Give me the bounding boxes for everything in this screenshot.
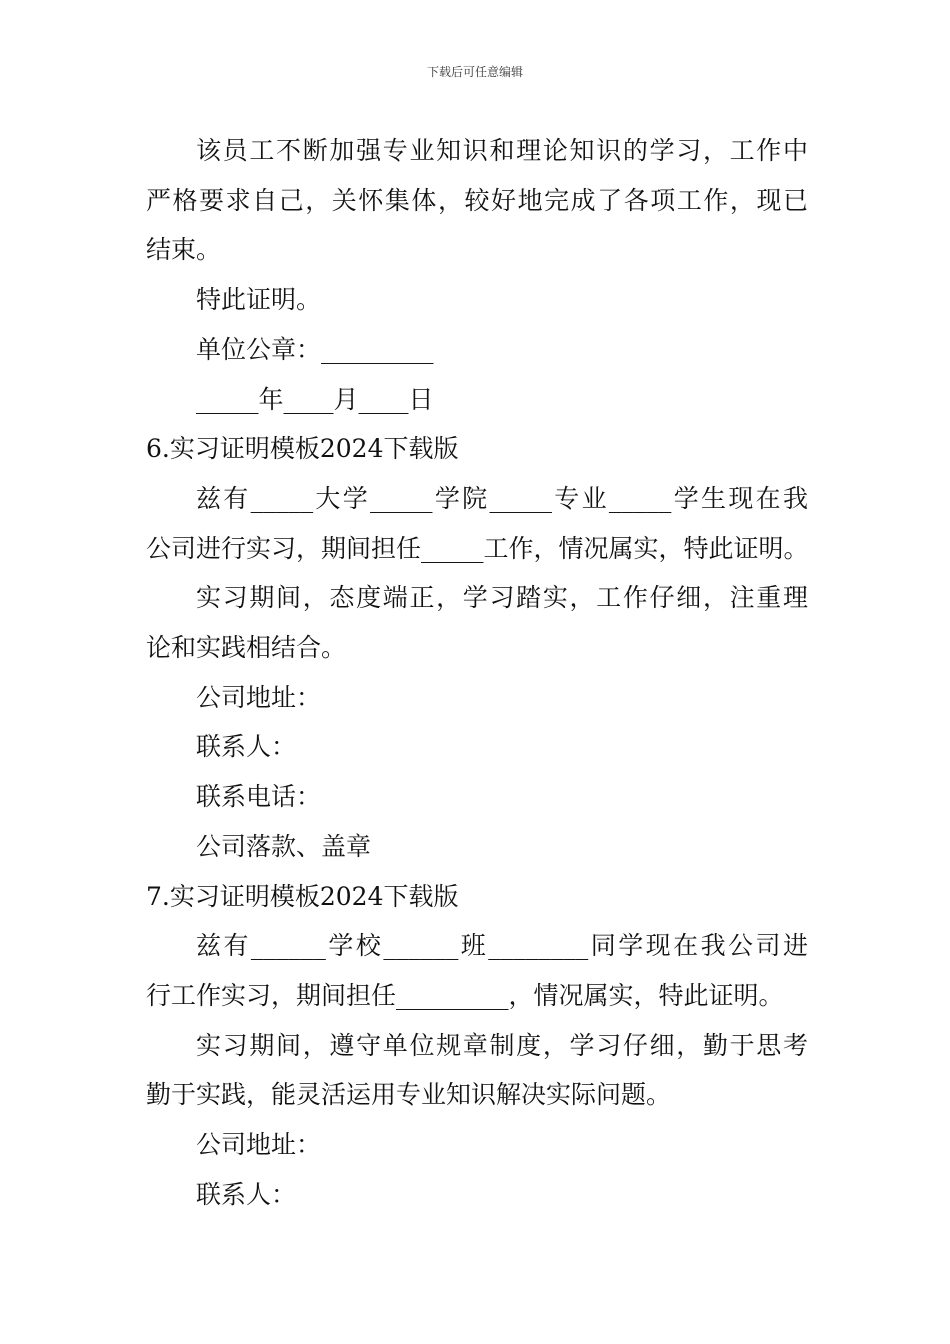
paragraph-line: 兹有_____大学_____学院_____专业_____学生现在我	[196, 483, 808, 513]
section-heading-7: 7.实习证明模板2024下载版	[146, 881, 459, 911]
paragraph-line: 公司进行实习，期间担任_____工作，情况属实，特此证明。	[146, 533, 809, 563]
paragraph-line: 该员工不断加强专业知识和理论知识的学习，工作中	[196, 136, 808, 165]
paragraph-line: 行工作实习，期间担任_________，情况属实，特此证明。	[146, 980, 784, 1010]
contact-phone-label: 联系电话：	[196, 782, 322, 812]
contact-person-label: 联系人：	[196, 732, 297, 762]
document-body	[146, 126, 808, 1219]
date-line: _____年____月____日	[196, 384, 434, 414]
contact-person-label: 联系人：	[196, 1179, 297, 1209]
paragraph-line: 实习期间，遵守单位规章制度，学习仔细，勤于思考	[196, 1030, 808, 1060]
company-address-label: 公司地址：	[196, 682, 322, 712]
paragraph-line: 勤于实践，能灵活运用专业知识解决实际问题。	[146, 1080, 672, 1110]
paragraph-line: 兹有______学校______班________同学现在我公司进	[196, 931, 808, 961]
section-heading-6: 6.实习证明模板2024下载版	[146, 434, 459, 464]
paragraph-line: 论和实践相结合。	[146, 633, 347, 663]
company-signature-label: 公司落款、盖章	[196, 831, 372, 861]
certify-line: 特此证明。	[196, 285, 322, 315]
page-header: 下载后可任意编辑	[426, 65, 523, 79]
paragraph-line: 严格要求自己，关怀集体，较好地完成了各项工作，现已	[146, 185, 808, 215]
paragraph-line: 结束。	[146, 235, 222, 265]
seal-line: 单位公章：_________	[196, 334, 434, 364]
company-address-label: 公司地址：	[196, 1130, 322, 1160]
paragraph-line: 实习期间，态度端正，学习踏实，工作仔细，注重理	[196, 583, 808, 613]
